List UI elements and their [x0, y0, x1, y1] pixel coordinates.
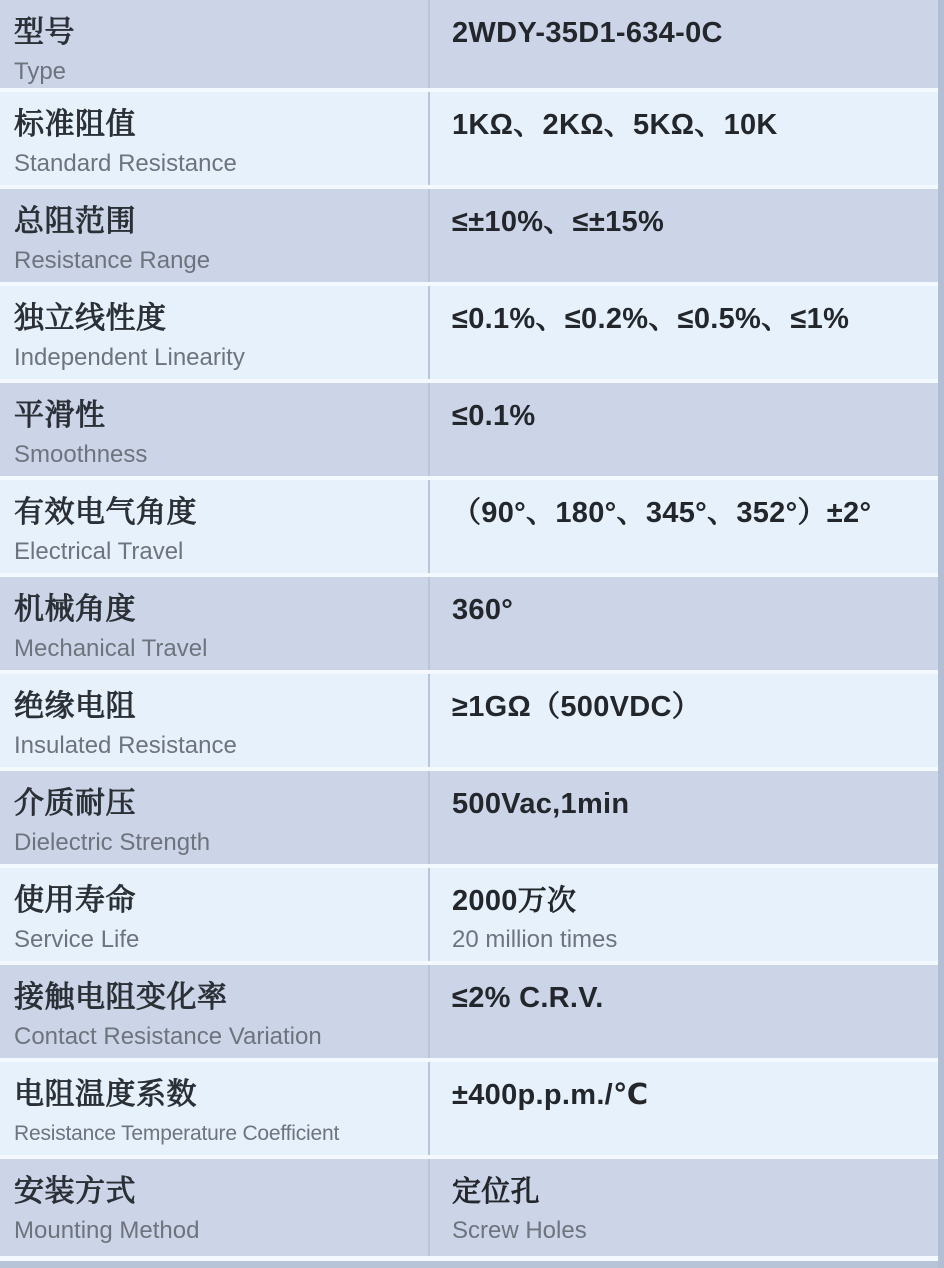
spec-value: ≥1GΩ（500VDC） [452, 691, 702, 723]
spec-value-cell [430, 771, 938, 864]
spec-label-en: Independent Linearity [14, 344, 245, 371]
spec-label-en: Service Life [14, 926, 140, 953]
spec-row-dielectric-strength [0, 771, 938, 864]
spec-value-cell [430, 383, 938, 476]
spec-label-en: Mounting Method [14, 1217, 200, 1244]
spec-value-cell [430, 189, 938, 282]
spec-value-sub: 20 million times [452, 926, 618, 953]
spec-label-en: Standard Resistance [14, 150, 237, 177]
spec-label-zh: 绝缘电阻 [14, 690, 136, 723]
spec-row-contact-resistance-variation [0, 965, 938, 1058]
spec-value-cell [430, 577, 938, 670]
spec-value: ≤2% C.R.V. [452, 982, 604, 1014]
spec-value: （90°、180°、345°、352°）±2° [452, 497, 872, 529]
spec-row-electrical-travel [0, 480, 938, 573]
spec-label-cell [0, 286, 428, 379]
spec-value-cell [430, 480, 938, 573]
spec-row-independent-linearity [0, 286, 938, 379]
spec-row-standard-resistance [0, 92, 938, 185]
spec-value: 定位孔 [452, 1176, 540, 1208]
spec-label-zh: 独立线性度 [14, 302, 167, 335]
spec-label-zh: 安装方式 [14, 1175, 136, 1208]
spec-label-cell [0, 1062, 428, 1155]
spec-label-en: Contact Resistance Variation [14, 1023, 322, 1050]
spec-label-cell [0, 1159, 428, 1256]
spec-row-service-life [0, 868, 938, 961]
spec-label-cell [0, 868, 428, 961]
spec-label-cell [0, 965, 428, 1058]
spec-label-zh: 平滑性 [14, 399, 106, 432]
spec-value-cell [430, 674, 938, 767]
spec-value-cell [430, 286, 938, 379]
spec-label-zh: 电阻温度系数 [14, 1078, 197, 1111]
spec-label-en: Type [14, 58, 67, 85]
spec-value-cell [430, 1159, 938, 1256]
spec-value-cell [430, 965, 938, 1058]
spec-value: 360° [452, 594, 514, 626]
spec-value: ≤±10%、≤±15% [452, 206, 665, 238]
spec-row-insulated-resistance [0, 674, 938, 767]
spec-label-zh: 标准阻值 [14, 108, 136, 141]
spec-label-cell [0, 577, 428, 670]
spec-value: 1KΩ、2KΩ、5KΩ、10K [452, 109, 778, 141]
spec-label-zh: 使用寿命 [14, 884, 136, 917]
spec-label-zh: 介质耐压 [14, 787, 136, 820]
next-row-edge [0, 1261, 938, 1268]
spec-value: ≤0.1%、≤0.2%、≤0.5%、≤1% [452, 303, 850, 335]
spec-value: ±400p.p.m./℃ [452, 1079, 649, 1111]
spec-row-type [0, 0, 938, 88]
spec-label-en: Mechanical Travel [14, 635, 208, 662]
spec-row-resistance-temperature-coefficient [0, 1062, 938, 1155]
spec-row-resistance-range [0, 189, 938, 282]
spec-label-en: Smoothness [14, 441, 148, 468]
spec-value: ≤0.1% [452, 400, 536, 432]
spec-value-cell [430, 868, 938, 961]
spec-value-cell [430, 1062, 938, 1155]
spec-value-cell [430, 0, 938, 88]
spec-label-zh: 接触电阻变化率 [14, 981, 228, 1014]
spec-label-zh: 总阻范围 [14, 205, 136, 238]
spec-label-cell [0, 480, 428, 573]
spec-label-en: Resistance Temperature Coefficient [14, 1122, 340, 1145]
spec-label-cell [0, 674, 428, 767]
spec-value: 2WDY-35D1-634-0C [452, 17, 723, 49]
page-edge-strip [938, 0, 944, 1268]
spec-label-cell [0, 383, 428, 476]
spec-label-cell [0, 771, 428, 864]
spec-label-cell [0, 189, 428, 282]
spec-label-en: Insulated Resistance [14, 732, 237, 759]
spec-value: 500Vac,1min [452, 788, 630, 820]
spec-value-sub: Screw Holes [452, 1217, 587, 1244]
spec-value: 2000万次 [452, 885, 577, 917]
spec-row-mounting-method [0, 1159, 938, 1256]
spec-label-zh: 机械角度 [14, 593, 136, 626]
spec-label-cell [0, 0, 428, 88]
spec-row-smoothness [0, 383, 938, 476]
spec-row-mechanical-travel [0, 577, 938, 670]
spec-value-cell [430, 92, 938, 185]
spec-label-zh: 有效电气角度 [14, 496, 197, 529]
spec-label-en: Electrical Travel [14, 538, 184, 565]
spec-label-cell [0, 92, 428, 185]
spec-label-en: Resistance Range [14, 247, 211, 274]
spec-label-zh: 型号 [14, 16, 75, 49]
spec-label-en: Dielectric Strength [14, 829, 211, 856]
